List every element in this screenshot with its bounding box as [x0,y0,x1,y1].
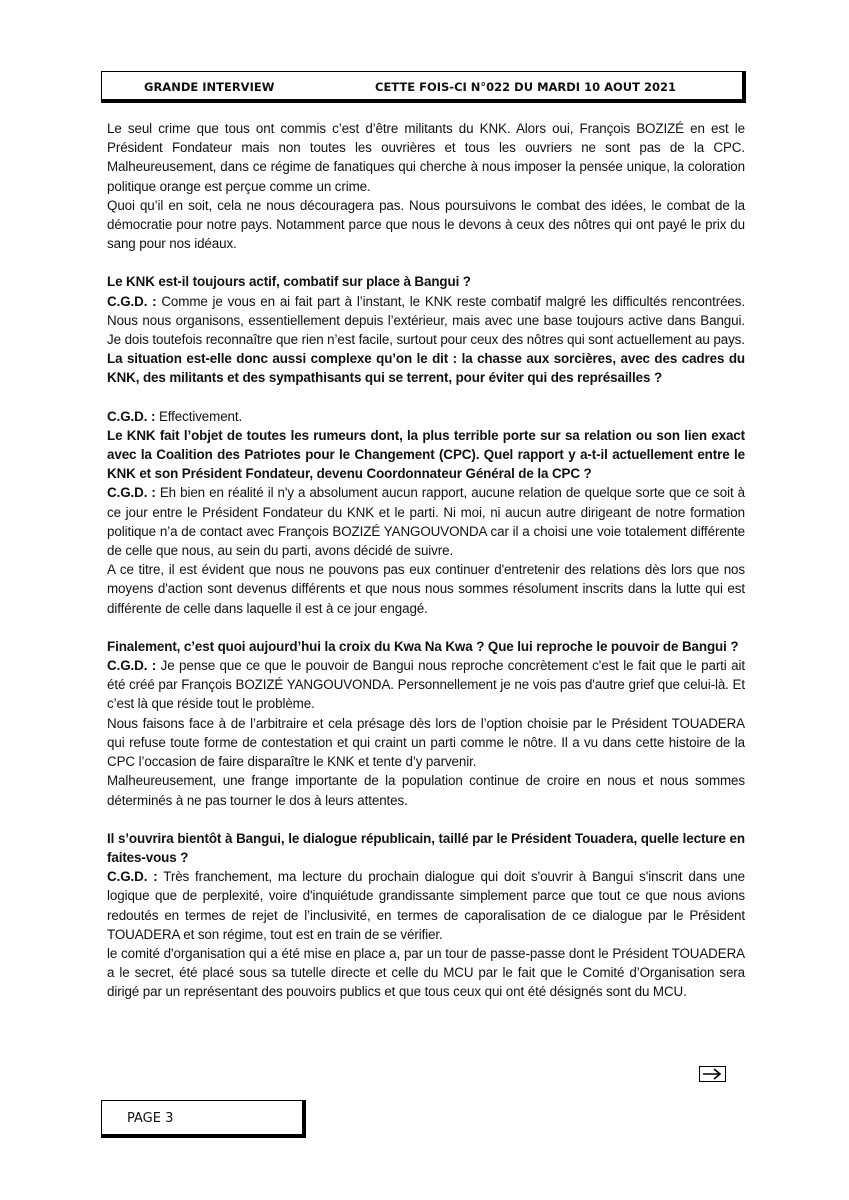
question: Finalement, c’est quoi aujourd’hui la croix du Kwa Na Kwa ? Que lui reproche le pouvoir de Bangui ? [107,638,739,654]
answer [107,656,745,714]
right-arrow-icon [699,1066,726,1082]
page-number: PAGE 3 [127,1111,174,1126]
section-title: GRANDE INTERVIEW [144,80,275,94]
answer-text: Comme je vous en ai fait part à l’instant, le KNK reste combatif malgré les difficultés rencontrées. Nous nous organisons, essentiellement depuis l’extérieur, mais avec une base toujours active dans Bangui. Je dois toutefois reconnaître que rien n’est facile, surtout pour ceux des nôtres qui sont actuellement au pays. [107,293,745,348]
answer [107,483,745,560]
question: Il s’ouvrira bientôt à Bangui, le dialogue républicain, taillé par le Président Touadera, quelle lecture en faites-vous ? [107,830,745,865]
paragraph: A ce titre, il est évident que nous ne pouvons pas eux continuer d'entretenir des relations dès lors que nos moyens d'action sont devenus différents et que nous nous sommes résolument inscrits dans la lutte qui est différente de celle dans laquelle il est à ce jour engagé. [107,562,745,616]
speaker-label: C.G.D. : [107,658,157,674]
speaker-label: C.G.D. : [107,869,158,885]
page-header [101,71,746,103]
answer-text: Je pense que ce que le pouvoir de Bangui nous reproche concrètement c'est le fait que le parti ait été créé par François BOZIZÉ YANGOUVONDA. Personnellement je ne vois pas d'autre grief que celui-là. Et c’est là que réside tout le problème. [107,658,745,712]
paragraph: Malheureusement, une frange importante de la population continue de croire en nous et nous sommes déterminés à ne pas tourner le dos à leurs attentes. [107,773,745,808]
question: Le KNK fait l’objet de toutes les rumeurs dont, la plus terrible porte sur sa relation ou son lien exact avec la Coalition des Patriotes pour le Changement (CPC). Quel rapport y a-t-il actuellement entre le KNK et son Président Fondateur, devenu Coordonnateur Général de la CPC ? [107,427,745,482]
paragraph: Quoi qu’il en soit, cela ne nous découragera pas. Nous poursuivons le combat des idées, le combat de la démocratie pour notre pays. Notamment parce que nous le devons à ceux des nôtres qui ont payé le prix du sang pour nos idéaux. [107,197,745,252]
answer [107,867,745,944]
answer-text: Très franchement, ma lecture du prochain dialogue qui doit s'ouvrir à Bangui s'inscrit dans une logique que de perplexité, voire d'inquiétude grandissante simplement parce que tout ce que nous avions redoutés en termes de rejet de l’inclusivité, en termes de caporalisation de ce dialogue par le Président TOUADERA et son régime, tout est en train de se vérifier. [107,869,745,942]
speaker-label: C.G.D. : [107,408,156,424]
speaker-label: C.G.D. : [107,485,156,501]
question: Le KNK est-il toujours actif, combatif sur place à Bangui ? [107,274,471,290]
question: La situation est-elle donc aussi complexe qu’on le dit : la chasse aux sorcières, avec des cadres du KNK, des militants et des sympathisants qui se terrent, pour éviter qui des représailles ? [107,351,745,386]
paragraph: le comité d'organisation qui a été mise en place a, par un tour de passe-passe dont le Président TOUADERA a le secret, été placé sous sa tutelle directe et celle du MCU par le fait que le Comité d’Organisation sera dirigé par un représentant des pouvoirs publics et que tous ceux qui ont été désignés sont du MCU. [107,945,745,1000]
paragraph: Le seul crime que tous ont commis c’est d’être militants du KNK. Alors oui, François BOZIZÉ en est le Président Fondateur mais non toutes les ouvrières et tous les ouvriers ne sont pas de la CPC. Malheureusement, dans ce régime de fanatiques qui cherche à nous imposer la pensée unique, la coloration politique orange est perçue comme un crime. [107,121,745,194]
speaker-label: C.G.D. : [107,293,157,309]
answer-text: Eh bien en réalité il n'y a absolument aucun rapport, aucune relation de quelque sorte que ce soit à ce jour entre le Président Fondateur du KNK et le parti. Ni moi, ni aucun autre dirigeant de notre formation politique n’a de contact avec François BOZIZÉ YANGOUVONDA car il a choisi une voie totalement différente de celle que nous, au sein du parti, avons décidé de suivre. [107,485,745,559]
answer-text: Effectivement. [158,408,243,424]
page-footer [101,1100,306,1138]
issue-info: CETTE FOIS-CI N°022 DU MARDI 10 AOUT 2021 [375,80,676,94]
article-body [107,119,745,1002]
answer [107,407,745,426]
paragraph: Nous faisons face à de l’arbitraire et cela présage dès lors de l’option choisie par le Président TOUADERA qui refuse toute forme de contestation et qui craint un parti comme le nôtre. Il a vu dans cette histoire de la CPC l’occasion de faire disparaître le KNK et tente d’y parvenir. [107,715,745,770]
answer [107,292,745,350]
